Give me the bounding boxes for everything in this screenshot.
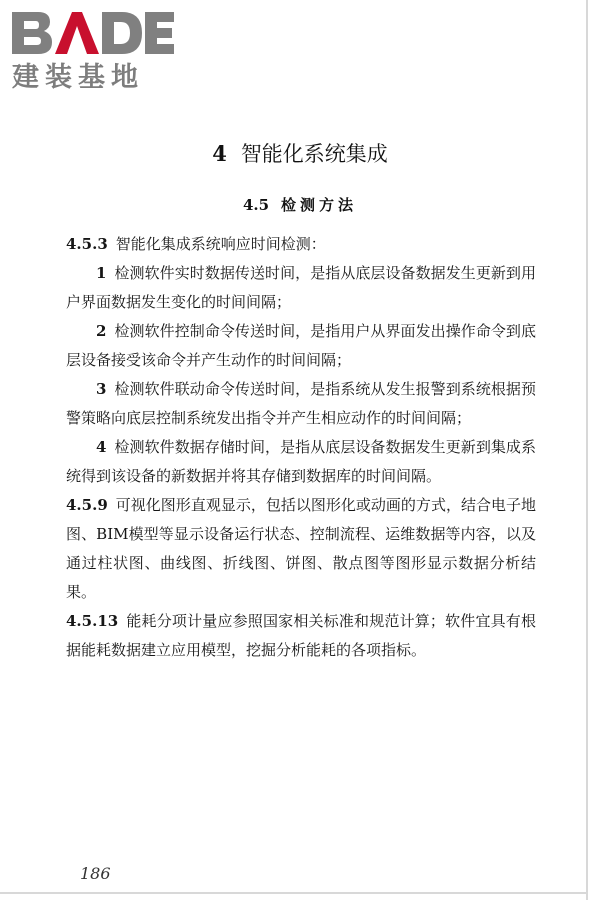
page-number: 186 bbox=[80, 864, 111, 883]
list-item bbox=[66, 433, 536, 491]
clause-text: 可视化图形直观显示，包括以图形化或动画的方式，结合电子地图、BIM模型等显示设备运行状态、控制流程、运维数据等内容，以及通过柱状图、曲线图、折线图、饼图、散点图等图形显示数据分析结果。 bbox=[66, 496, 536, 601]
clause-text: 智能化集成系统响应时间检测： bbox=[115, 235, 326, 253]
item-text: 检测软件数据存储时间，是指从底层设备数据发生更新到集成系统得到该设备的新数据并将其存储到数据库的时间间隔。 bbox=[66, 438, 536, 485]
clause-number: 4.5.3 bbox=[66, 235, 108, 253]
list-item bbox=[66, 259, 536, 317]
bade-logo bbox=[8, 4, 178, 96]
item-text: 检测软件联动命令传送时间，是指系统从发生报警到系统根据预警策略向底层控制系统发出指令并产生相应动作的时间间隔； bbox=[66, 380, 536, 427]
item-text: 检测软件控制命令传送时间，是指用户从界面发出操作命令到底层设备接受该命令并产生动作的时间间隔； bbox=[66, 322, 536, 369]
chapter-heading bbox=[0, 140, 600, 168]
bade-logo-mark bbox=[8, 4, 178, 64]
item-number: 2 bbox=[96, 322, 107, 340]
item-number: 3 bbox=[96, 380, 107, 398]
clause-4-5-13 bbox=[66, 607, 536, 665]
item-text: 检测软件实时数据传送时间，是指从底层设备数据发生更新到用户界面数据发生变化的时间间隔； bbox=[66, 264, 536, 311]
logo-tagline: 建装基地 bbox=[12, 62, 144, 93]
clause-text: 能耗分项计量应参照国家相关标准和规范计算；软件宜具有根据能耗数据建立应用模型，挖掘分析能耗的各项指标。 bbox=[66, 612, 536, 659]
chapter-number: 4 bbox=[212, 141, 227, 166]
clause-number: 4.5.9 bbox=[66, 496, 108, 514]
body-text bbox=[66, 230, 536, 665]
section-heading bbox=[0, 194, 600, 216]
clause-4-5-9 bbox=[66, 491, 536, 607]
item-number: 1 bbox=[96, 264, 107, 282]
clause-number: 4.5.13 bbox=[66, 612, 119, 630]
chapter-title: 智能化系统集成 bbox=[240, 142, 388, 166]
item-number: 4 bbox=[96, 438, 107, 456]
page-edge-right bbox=[586, 0, 588, 900]
page-edge-bottom bbox=[0, 892, 588, 894]
clause-4-5-3 bbox=[66, 230, 536, 259]
section-number: 4.5 bbox=[242, 196, 270, 214]
list-item bbox=[66, 375, 536, 433]
section-title: 检测方法 bbox=[281, 196, 358, 214]
list-item bbox=[66, 317, 536, 375]
